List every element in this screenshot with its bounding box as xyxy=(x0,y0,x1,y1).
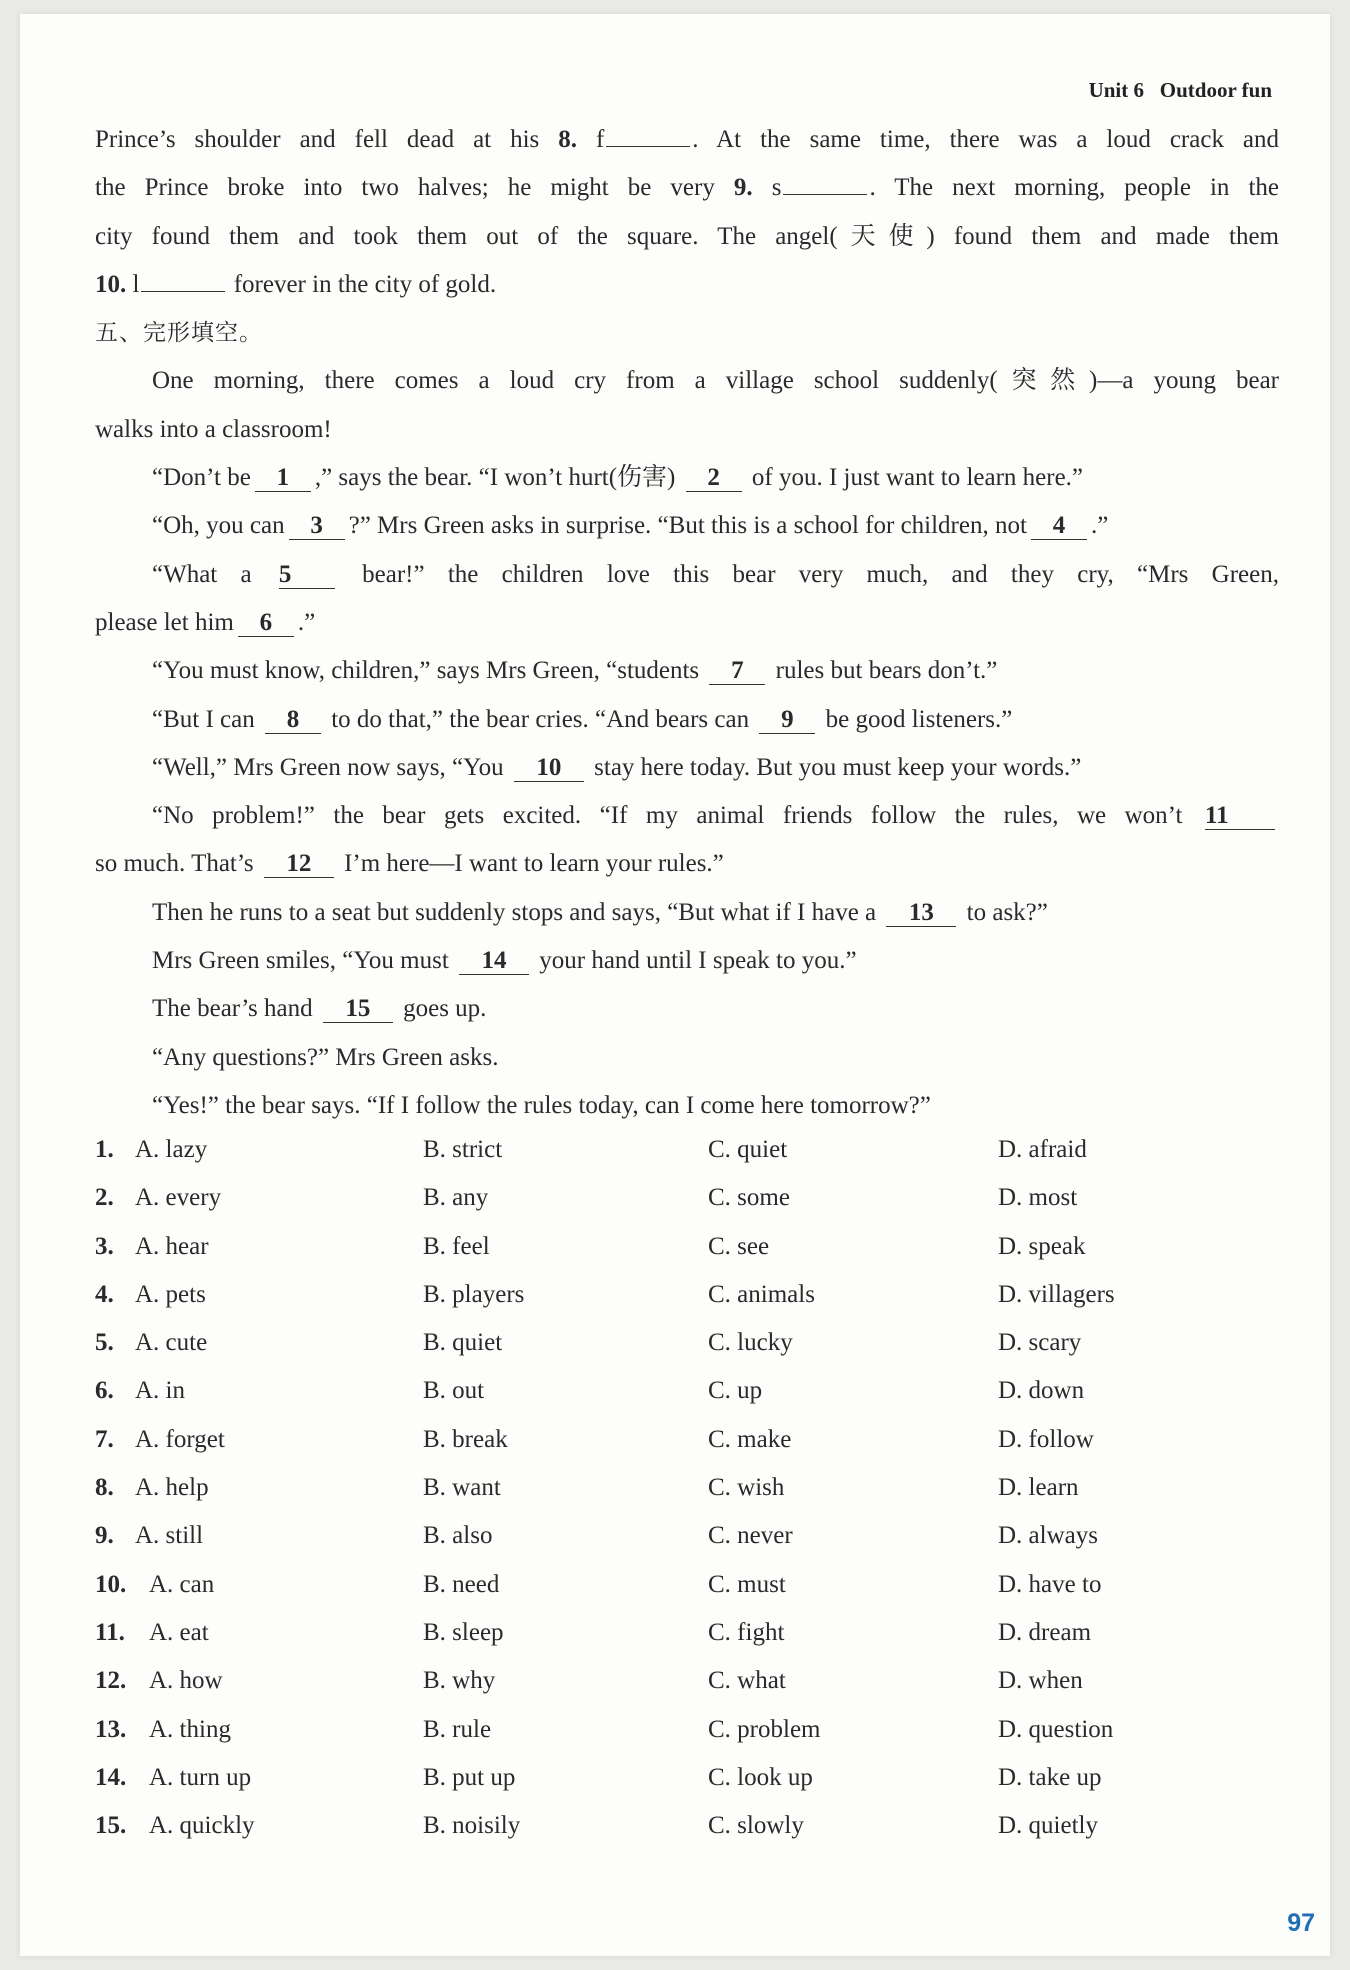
option-a[interactable]: A. eat xyxy=(149,1618,209,1646)
passage-line: Prince’s shoulder and fell dead at his 8. f . At the same time, there was a loud crack and xyxy=(95,116,1279,164)
option-c[interactable]: C. wish xyxy=(708,1474,785,1502)
cloze-line: so much. That’s 12 I’m here—I want to learn your rules.” xyxy=(95,850,724,878)
option-a[interactable]: A. cute xyxy=(135,1329,208,1357)
option-b[interactable]: B. out xyxy=(423,1377,485,1405)
cloze-blank[interactable]: 15 xyxy=(323,996,393,1023)
fill-blank[interactable] xyxy=(783,168,867,195)
cloze-line: please let him 6 .” xyxy=(95,608,316,636)
option-d[interactable]: D. afraid xyxy=(998,1136,1087,1163)
option-b[interactable]: B. any xyxy=(423,1184,489,1212)
cloze-line: walks into a classroom! xyxy=(95,415,332,443)
option-row: 12. A. how B. why C. what D. when xyxy=(95,1657,1279,1705)
option-c[interactable]: C. look up xyxy=(708,1763,813,1791)
cloze-blank[interactable]: 9 xyxy=(759,707,815,734)
option-c[interactable]: C. slowly xyxy=(708,1812,804,1840)
option-b[interactable]: B. rule xyxy=(423,1715,492,1743)
passage-line: the Prince broke into two halves; he might be very 9. s . The next morning, people in the xyxy=(95,164,1279,212)
option-row: 13. A. thing B. rule C. problem D. question xyxy=(95,1706,1279,1754)
option-c[interactable]: C. animals xyxy=(708,1280,815,1308)
cloze-blank[interactable]: 1 xyxy=(255,465,311,492)
option-d[interactable]: D. villagers xyxy=(998,1280,1115,1308)
option-row: 10. A. can B. need C. must D. have to xyxy=(95,1561,1279,1609)
option-b[interactable]: B. put up xyxy=(423,1763,516,1791)
option-row: 4. A. pets B. players C. animals D. villagers xyxy=(95,1271,1279,1319)
option-a[interactable]: A. thing xyxy=(149,1715,231,1743)
cloze-blank[interactable]: 11 xyxy=(1205,803,1275,830)
cloze-blank[interactable]: 7 xyxy=(709,658,765,685)
cloze-blank[interactable]: 2 xyxy=(686,465,742,492)
option-row: 3. A. hear B. feel C. see D. speak xyxy=(95,1223,1279,1271)
cloze-line: “No problem!” the bear gets excited. “If my animal friends follow the rules, we won’t 11 xyxy=(95,792,1279,840)
cloze-line: “Oh, you can 3 ?” Mrs Green asks in surprise. “But this is a school for children, not 4 .” xyxy=(152,512,1109,540)
cloze-line: “Well,” Mrs Green now says, “You 10 stay here today. But you must keep your words.” xyxy=(152,753,1082,781)
cloze-line: “But I can 8 to do that,” the bear cries. “And bears can 9 be good listeners.” xyxy=(152,705,1013,733)
option-row: 2. A. every B. any C. some D. most xyxy=(95,1174,1279,1222)
option-row: 6. A. in B. out C. up D. down xyxy=(95,1367,1279,1415)
option-d[interactable]: D. follow xyxy=(998,1425,1094,1453)
passage xyxy=(95,116,1279,1130)
option-c[interactable]: C. make xyxy=(708,1425,792,1453)
option-row: 15. A. quickly B. noisily C. slowly D. quietly xyxy=(95,1802,1279,1850)
cloze-blank[interactable]: 14 xyxy=(459,948,529,975)
option-row: 14. A. turn up B. put up C. look up D. take up xyxy=(95,1754,1279,1802)
cloze-blank[interactable]: 3 xyxy=(289,513,345,540)
running-header xyxy=(1089,78,1272,103)
cloze-blank[interactable]: 13 xyxy=(886,900,956,927)
option-row: 11. A. eat B. sleep C. fight D. dream xyxy=(95,1609,1279,1657)
cloze-line: “Yes!” the bear says. “If I follow the rules today, can I come here tomorrow?” xyxy=(152,1091,931,1119)
cloze-blank[interactable]: 5 xyxy=(279,562,335,589)
cloze-line: Then he runs to a seat but suddenly stops and says, “But what if I have a 13 to ask?” xyxy=(152,898,1048,926)
option-row: 8. A. help B. want C. wish D. learn xyxy=(95,1464,1279,1512)
option-row: 7. A. forget B. break C. make D. follow xyxy=(95,1416,1279,1464)
option-a[interactable]: A. can xyxy=(149,1570,215,1598)
options-list xyxy=(95,1126,1279,1850)
option-b[interactable]: B. feel xyxy=(423,1232,490,1260)
option-row: 9. A. still B. also C. never D. always xyxy=(95,1512,1279,1560)
option-a[interactable]: A. help xyxy=(135,1474,209,1502)
option-d[interactable]: D. dream xyxy=(998,1618,1092,1646)
option-b[interactable]: B. need xyxy=(423,1570,500,1598)
option-c[interactable]: C. must xyxy=(708,1570,786,1598)
cloze-blank[interactable]: 8 xyxy=(265,707,321,734)
option-b[interactable]: B. also xyxy=(423,1522,493,1550)
cloze-line: “What a 5 bear!” the children love this bear very much, and they cry, “Mrs Green, xyxy=(152,560,1279,588)
option-c[interactable]: C. up xyxy=(708,1377,763,1405)
option-a[interactable]: A. quickly xyxy=(149,1812,255,1840)
unit-label: Unit 6 xyxy=(1088,78,1145,102)
option-b[interactable]: B. why xyxy=(423,1667,496,1695)
option-d[interactable]: D. learn xyxy=(998,1474,1079,1502)
option-d[interactable]: D. have to xyxy=(998,1570,1102,1598)
option-a[interactable]: A. hear xyxy=(135,1232,209,1260)
cloze-blank[interactable]: 4 xyxy=(1031,513,1087,540)
option-c[interactable]: C. quiet xyxy=(708,1136,788,1163)
option-c[interactable]: C. some xyxy=(708,1184,790,1212)
option-a[interactable]: A. every xyxy=(135,1184,222,1212)
option-c[interactable]: C. lucky xyxy=(708,1329,793,1357)
option-a[interactable]: A. still xyxy=(135,1522,204,1550)
cloze-line: “Any questions?” Mrs Green asks. xyxy=(152,1043,499,1071)
cloze-line: “Don’t be 1 ,” says the bear. “I won’t hurt(伤害) 2 of you. I just want to learn here.” xyxy=(152,464,1084,492)
option-c[interactable]: C. what xyxy=(708,1667,786,1695)
option-a[interactable]: A. forget xyxy=(135,1425,225,1453)
cloze-blank[interactable]: 6 xyxy=(238,610,294,637)
option-a[interactable]: A. in xyxy=(135,1377,185,1405)
page-number: 97 xyxy=(1287,1909,1315,1937)
option-b[interactable]: B. sleep xyxy=(423,1618,504,1646)
option-d[interactable]: D. most xyxy=(998,1184,1078,1212)
option-c[interactable]: C. fight xyxy=(708,1618,785,1646)
passage-line: city found them and took them out of the square. The angel(天使) found them and made them xyxy=(95,222,1279,250)
cloze-blank[interactable]: 10 xyxy=(514,755,584,782)
fill-blank[interactable] xyxy=(141,265,225,292)
cloze-blank[interactable]: 12 xyxy=(264,851,334,878)
cloze-line: The bear’s hand 15 goes up. xyxy=(152,995,487,1023)
option-a[interactable]: A. how xyxy=(149,1667,223,1695)
option-d[interactable]: D. take up xyxy=(998,1763,1102,1791)
option-b[interactable]: B. noisily xyxy=(423,1812,521,1840)
option-b[interactable]: B. break xyxy=(423,1425,508,1453)
option-b[interactable]: B. want xyxy=(423,1474,501,1502)
option-row: 5. A. cute B. quiet C. lucky D. scary xyxy=(95,1319,1279,1367)
option-c[interactable]: C. never xyxy=(708,1522,793,1550)
option-b[interactable]: B. quiet xyxy=(423,1329,503,1357)
option-d[interactable]: D. always xyxy=(998,1522,1098,1550)
option-row: 1. A. lazy B. strict C. quiet D. afraid xyxy=(95,1126,1279,1174)
option-b[interactable]: B. players xyxy=(423,1280,525,1308)
option-d[interactable]: D. speak xyxy=(998,1232,1086,1260)
cloze-line: “You must know, children,” says Mrs Green, “students 7 rules but bears don’t.” xyxy=(152,657,998,685)
option-c[interactable]: C. see xyxy=(708,1232,770,1260)
option-d[interactable]: D. quietly xyxy=(998,1812,1098,1840)
option-d[interactable]: D. scary xyxy=(998,1329,1082,1357)
section-title: 五、完形填空。 xyxy=(95,320,263,347)
cloze-line: One morning, there comes a loud cry from a village school suddenly(突然)—a young bear xyxy=(152,367,1279,395)
option-c[interactable]: C. problem xyxy=(708,1715,821,1743)
cloze-line: Mrs Green smiles, “You must 14 your hand until I speak to you.” xyxy=(152,947,857,975)
option-d[interactable]: D. when xyxy=(998,1667,1083,1695)
option-b[interactable]: B. strict xyxy=(423,1136,503,1163)
option-a[interactable]: A. pets xyxy=(135,1280,206,1308)
option-d[interactable]: D. down xyxy=(998,1377,1085,1405)
unit-title: Outdoor fun xyxy=(1159,78,1272,102)
fill-blank[interactable] xyxy=(606,120,690,147)
option-a[interactable]: A. turn up xyxy=(149,1763,252,1791)
option-a[interactable]: A. lazy xyxy=(135,1136,208,1163)
passage-line: 10. l forever in the city of gold. xyxy=(95,261,1279,309)
option-d[interactable]: D. question xyxy=(998,1715,1114,1743)
